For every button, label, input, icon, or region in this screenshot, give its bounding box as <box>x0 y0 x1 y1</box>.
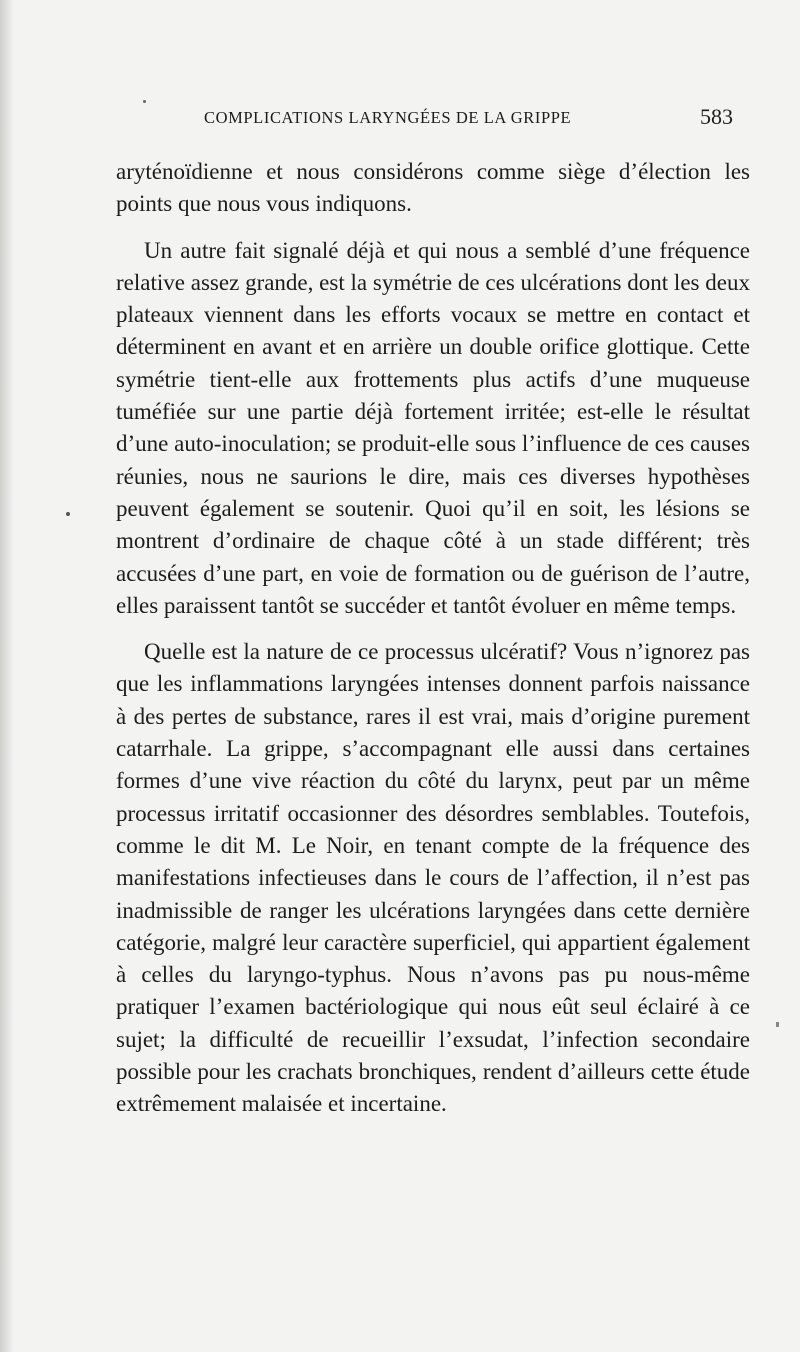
page-number: 583 <box>700 104 733 129</box>
paragraph-symmetry: Un autre fait signalé déjà et qui nous a semblé d’une fréquence relative assez grande, est la symétrie de ces ulcérations dont les deux plateaux viennent dans les efforts vocaux se mettre en contact et déterminent en avant et en arrière un double orifice glottique. Cette symétrie tient-elle aux frottements plus actifs d’une muqueuse tuméfiée sur une partie déjà fortement irritée; est-elle le résultat d’une auto-inoculation; se produit-elle sous l’influence de ces causes réunies, nous ne saurions le dire, mais ces diverses hypothèses peuvent également se soutenir. Quoi qu’il en soit, les lésions se montrent d’ordinaire de chaque côté à un stade différent; très accusées d’une part, en voie de formation ou de guérison de l’autre, elles paraissent tantôt se succéder et tantôt évoluer en même temps. <box>116 237 750 618</box>
running-title: COMPLICATIONS LARYNGÉES DE LA GRIPPE <box>204 108 572 127</box>
margin-mark <box>66 512 70 516</box>
paragraph-nature: Quelle est la nature de ce processus ulcératif? Vous n’ignorez pas que les inflammations laryngées intenses donnent parfois naissance à des pertes de substance, rares il est vrai, mais d’origine purement catarrhale. La grippe, s’accompagnant elle aussi dans certaines formes d’une vive réaction du côté du larynx, peut par un même processus irritatif occasionner des désordres semblables. Toutefois, comme le dit M. Le Noir, en tenant compte de la fréquence des manifestations infectieuses dans le cours de l’affection, il n’est pas inadmissible de ranger les ulcérations laryngées dans cette dernière catégorie, malgré leur caractère superficiel, qui appartient également à celles du laryngo-typhus. Nous n’avons pas pu nous-même pratiquer l’examen bactériologique qui nous eût seul éclairé à ce sujet; la difficulté de recueillir l’exsudat, l’infection secondaire possible pour les crachats bronchiques, rendent d’ailleurs cette étude extrêmement malaisée et incertaine. <box>116 639 750 1117</box>
print-speck <box>143 100 146 103</box>
body-text <box>116 156 750 1121</box>
running-header <box>0 104 800 134</box>
margin-mark-right <box>776 1022 779 1027</box>
paragraph-continuation: aryténoïdienne et nous considérons comme siège d’élection les points que nous vous indiquons. <box>116 159 750 217</box>
